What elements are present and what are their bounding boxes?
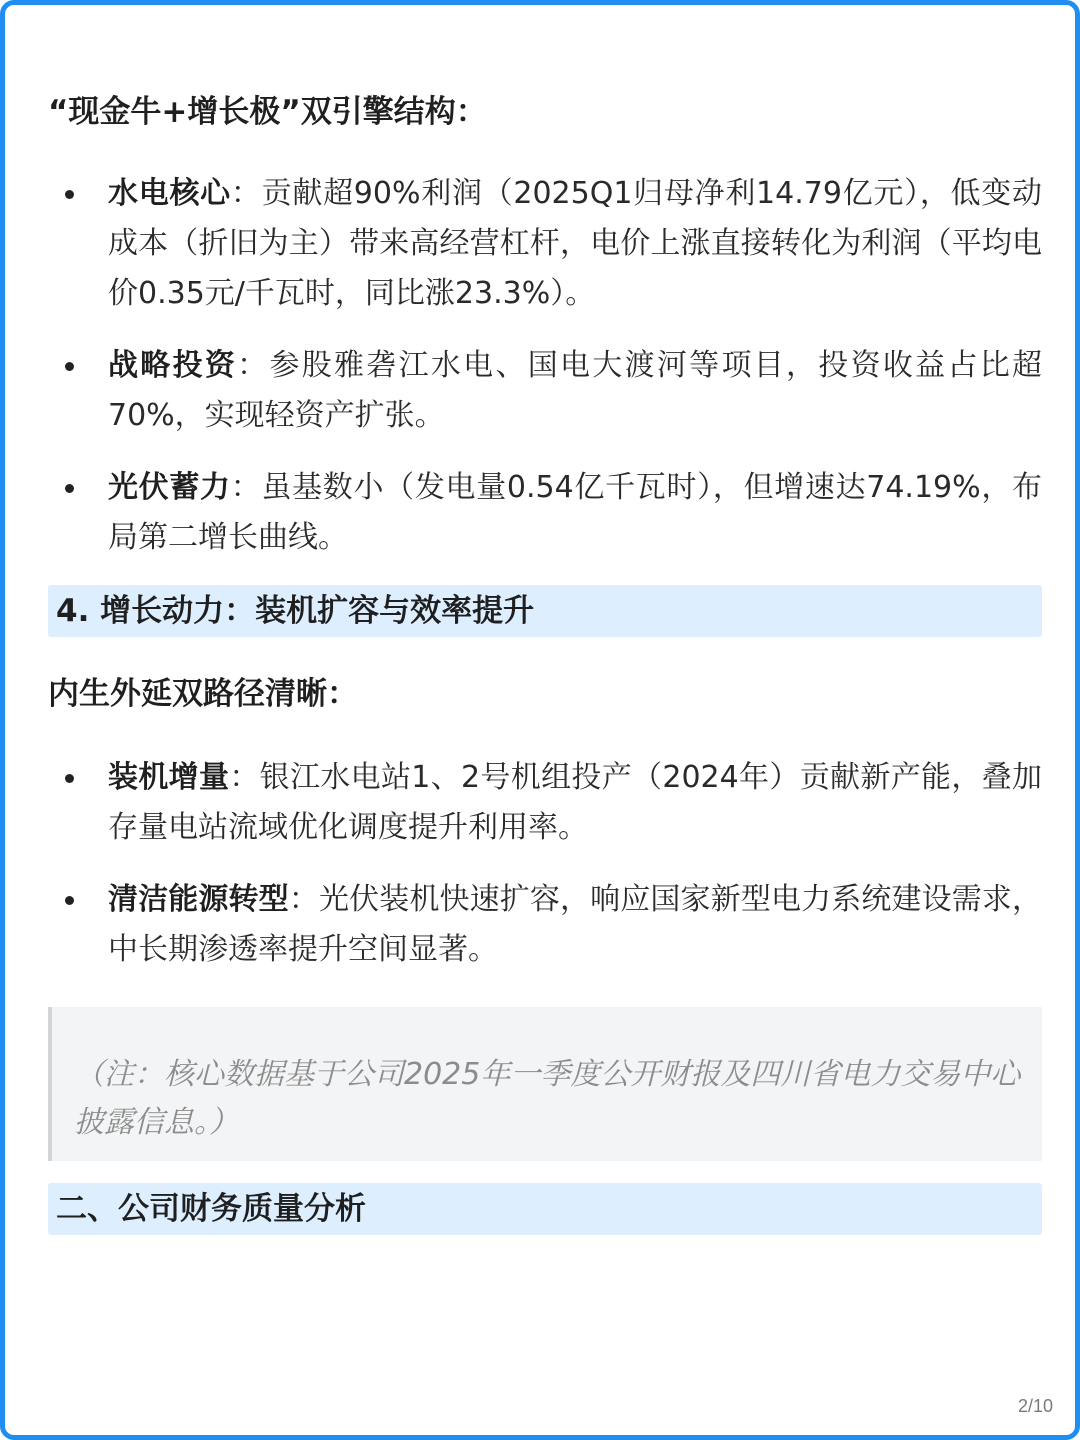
list-item-clean-energy xyxy=(48,875,1042,975)
article-content xyxy=(48,87,1042,1235)
list-item-capacity-increase xyxy=(48,753,1042,853)
list-item-strategic-investment xyxy=(48,341,1042,441)
list-item-term: 清洁能源转型 xyxy=(108,882,289,917)
section-title-growth: 4. 增长动力：装机扩容与效率提升 xyxy=(48,585,1042,637)
page-number: 2/10 xyxy=(1017,1396,1053,1416)
list-item-term: 水电核心 xyxy=(108,176,231,211)
bullet-dot-icon xyxy=(65,362,74,371)
list-item-text: 虽基数小（发电量0.54亿千瓦时），但增速达74.19%，布局第二增长曲线。 xyxy=(108,470,1043,555)
dual-engine-heading: “现金牛+增长极”双引擎结构： xyxy=(48,94,487,130)
note-blockquote xyxy=(48,1007,1042,1161)
list-item-text: 光伏装机快速扩容，响应国家新型电力系统建设需求，中长期渗透率提升空间显著。 xyxy=(108,882,1043,967)
growth-list xyxy=(48,753,1042,975)
bullet-dot-icon xyxy=(65,190,74,199)
list-item-colon: ： xyxy=(230,470,262,505)
list-item-text: 贡献超90%利润（2025Q1归母净利14.79亿元），低变动成本（折旧为主）带来高经营杠杆，电价上涨直接转化为利润（平均电价0.35元/千瓦时，同比涨23.3%）。 xyxy=(108,176,1043,311)
list-item-text: 参股雅砻江水电、国电大渡河等项目，投资收益占比超70%，实现轻资产扩张。 xyxy=(108,348,1043,433)
section-title-finance: 二、公司财务质量分析 xyxy=(48,1183,1042,1235)
bullet-dot-icon xyxy=(65,896,74,905)
list-item-solar xyxy=(48,463,1042,563)
bullet-dot-icon xyxy=(65,484,74,493)
list-item-colon: ： xyxy=(237,348,270,383)
list-item-colon: ： xyxy=(288,882,319,917)
note-text: （注：核心数据基于公司2025年一季度公开财报及四川省电力交易中心披露信息。） xyxy=(74,1057,1021,1140)
list-item-term: 光伏蓄力 xyxy=(108,470,231,505)
dual-engine-list xyxy=(48,169,1042,563)
list-item-colon: ： xyxy=(230,176,262,211)
list-item-text: 银江水电站1、2号机组投产（2024年）贡献新产能，叠加存量电站流域优化调度提升利用率。 xyxy=(108,760,1042,845)
bullet-dot-icon xyxy=(65,774,74,783)
list-item-term: 装机增量 xyxy=(108,760,230,795)
growth-heading: 内生外延双路径清晰： xyxy=(48,676,358,712)
list-item-term: 战略投资 xyxy=(108,348,238,383)
list-item-colon: ： xyxy=(229,760,260,795)
list-item-hydro-core xyxy=(48,169,1042,319)
